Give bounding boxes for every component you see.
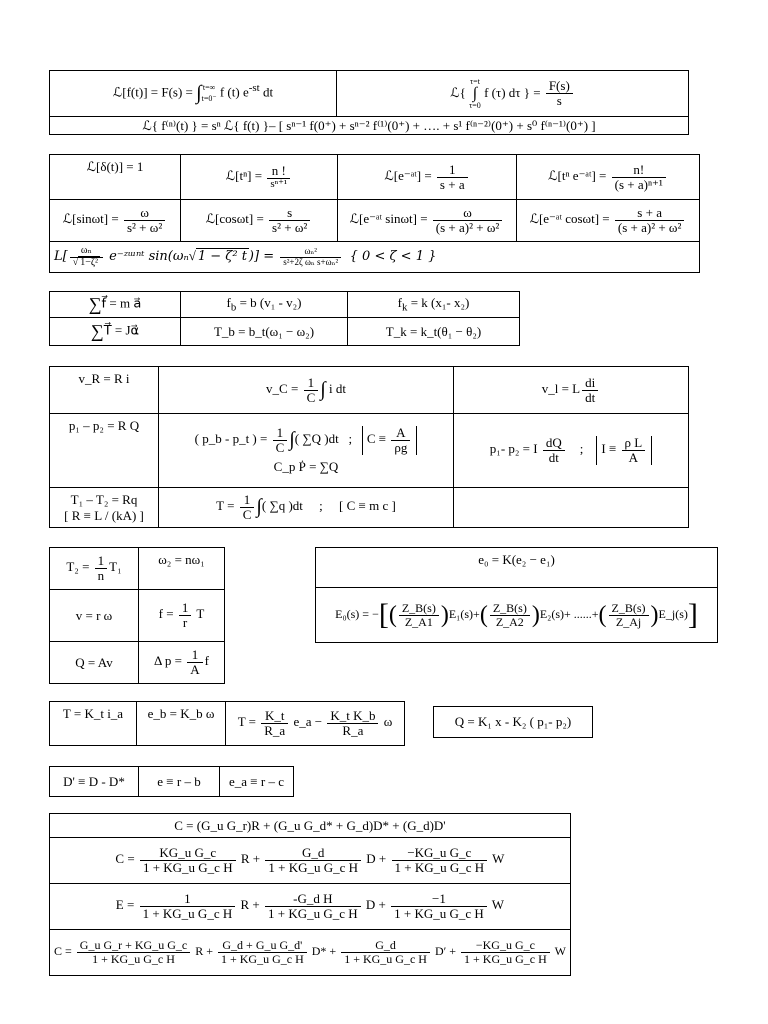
therm-cap-lhs: T = xyxy=(216,498,238,514)
cc-W: W xyxy=(551,944,566,959)
fluid-I-num: ρ L xyxy=(622,436,646,451)
c-den1: 1 + KG_u G_c H xyxy=(142,860,233,875)
vl-num: di xyxy=(582,376,598,391)
transform-pairs-table xyxy=(49,154,700,273)
vc-lhs: v_C = xyxy=(266,380,302,396)
damped-sqrt: 1−ζ² xyxy=(80,256,98,268)
ej: E_j(s) xyxy=(658,606,688,621)
expcos-lhs: ℒ[e⁻ᵃᵗ cosωt] = xyxy=(529,211,613,227)
expsin-num: ω xyxy=(433,206,503,221)
gear-torque xyxy=(50,548,139,590)
piston-p-den: A xyxy=(190,662,200,677)
system-error: e_a ≡ r – c xyxy=(220,767,294,797)
torque-text: T⃗ = Jα⃗ xyxy=(103,322,140,338)
integral-rule-lhs: ℒ{ xyxy=(450,84,470,100)
c-closed-loop xyxy=(50,838,571,884)
e-R: R + xyxy=(237,897,263,913)
piston-p-rhs: f xyxy=(204,653,209,669)
tn-lhs: ℒ[tⁿ] = xyxy=(225,167,266,183)
integral-rule-upper: τ=t xyxy=(469,76,480,86)
amp-dots: + ......+ xyxy=(564,606,599,621)
thermal-resistance xyxy=(50,488,159,528)
fb-rhs: = b (v₁ - v₂) xyxy=(236,295,302,311)
exp-cos-transform xyxy=(517,200,700,242)
cos-num: s xyxy=(269,206,310,221)
laplace-exponent: -st xyxy=(248,82,260,95)
exp-num: 1 xyxy=(437,163,468,178)
zb-2: Z_B(s) xyxy=(490,602,530,616)
zaj: Z_Aj xyxy=(615,614,642,629)
integral-lower: t=0⁻ xyxy=(201,93,217,103)
damper-force xyxy=(181,292,348,318)
integral-sign: ∫ xyxy=(196,82,202,104)
expsin-lhs: ℒ[e⁻ᵃᵗ sinωt] = xyxy=(349,211,431,227)
motor-kk-num: K_t K_b xyxy=(327,709,378,724)
vl-den: dt xyxy=(585,389,596,405)
e-num3: −1 xyxy=(391,892,487,907)
cc-Dp: D′ + xyxy=(431,944,460,959)
cc-den4: 1 + KG_u G_c H xyxy=(464,952,547,966)
actuating-error: e ≡ r – b xyxy=(139,767,220,797)
spring-force xyxy=(348,292,520,318)
e-D: D + xyxy=(362,897,390,913)
gear-rhs: T₁ xyxy=(109,559,122,575)
fluid-cap-sep: ; xyxy=(348,431,353,447)
c-lhs: C = xyxy=(115,851,138,867)
summing-amp: E₀(s) = −[( $\frac{Z\_B(s)}{Z\_A1}$ )E₁(s)+( $\frac{Z\_B(s)}{Z\_A2}$ )E₂(s)+ ......+( $\frac{Z\_B(s)}{Z\_Aj}$ )E_j(s)] xyxy=(316,588,718,643)
vc-C: C xyxy=(306,389,316,405)
empty-cell xyxy=(454,488,689,528)
sin-num: ω xyxy=(124,206,165,221)
exp-sin-transform xyxy=(338,200,517,242)
tn-num: n ! xyxy=(267,164,290,179)
sin-transform xyxy=(50,200,181,242)
laplace-table xyxy=(49,70,689,135)
opamp-gain: e₀ = K(e₂ − e₁) xyxy=(316,548,718,588)
e-lhs: E = xyxy=(115,897,138,913)
c-R: R + xyxy=(237,851,264,867)
e-num2: -G_d H xyxy=(265,892,361,907)
motor-table xyxy=(49,701,405,746)
integral-rule-den: s xyxy=(556,93,562,108)
therm-cap-sep: ; xyxy=(319,498,323,514)
damped-close: )] = xyxy=(248,248,279,264)
fluid-I-lhs: I ≡ xyxy=(601,441,620,457)
delta-transform: ℒ[δ(t)] = 1 xyxy=(50,155,181,200)
fluid-capacitance: ( p_b - p_t ) = $\frac{1}{C}$ ∫( ∑Q )dt ; C ≡ $\frac{A}{\rho g}$ C_p Ṗ = ∑Q xyxy=(159,414,454,488)
fluid-ind-lhs: p₁- p₂ = I xyxy=(489,441,541,457)
c-num3: −KG_u G_c xyxy=(392,846,488,861)
exp-lhs: ℒ[e⁻ᵃᵗ] = xyxy=(384,167,435,183)
lever-velocity: v = r ω xyxy=(50,590,139,642)
cc-num2: G_d + G_u G_d' xyxy=(218,939,307,953)
motor-k-num: K_t xyxy=(261,709,288,724)
c-W: W xyxy=(489,851,505,867)
lever-f-rhs: T xyxy=(193,606,205,622)
damped-L: L[ xyxy=(54,248,68,264)
c-den2: 1 + KG_u G_c H xyxy=(268,860,359,875)
fluid-ind-num: dQ xyxy=(543,436,565,451)
fluid-C-num: A xyxy=(391,426,410,441)
control-table xyxy=(49,813,571,976)
therm-res-eq: T₁ – T₂ = Rq xyxy=(70,491,138,507)
cc-den2: 1 + KG_u G_c H xyxy=(220,952,304,966)
therm-res-def: [ R ≡ L / (kA) ] xyxy=(64,507,144,523)
transformers-table xyxy=(49,547,225,684)
e-den2: 1 + KG_u G_c H xyxy=(268,906,358,921)
fluid-cap-eq: C_p Ṗ = ∑Q xyxy=(273,458,339,474)
c-den3: 1 + KG_u G_c H xyxy=(394,860,485,875)
fluid-ind-den: dt xyxy=(548,450,559,465)
thermal-capacitance: T = $\frac{1}{C}$ ∫( ∑q )dt ; [ C ≡ m c ] xyxy=(159,488,454,528)
resistor-eq: v_R = R i xyxy=(50,367,159,414)
tn-exp-transform xyxy=(517,155,700,200)
e1: E₁(s) xyxy=(448,606,474,621)
exp-den: s + a xyxy=(439,176,465,192)
integral-upper: t=∞ xyxy=(202,83,216,93)
lever-force xyxy=(139,590,225,642)
vl-lhs: v_l = L xyxy=(541,380,581,396)
newton-text: f⃗ = m a⃗ xyxy=(101,295,142,311)
errors-table xyxy=(49,766,294,797)
gear-den: n xyxy=(97,568,105,583)
gear-speed: ω₂ = nω₁ xyxy=(139,548,225,590)
rotational-spring: T_k = k_t(θ₁ − θ₂) xyxy=(348,318,520,346)
rotational-newton: ∑T⃗ = Jα⃗ xyxy=(50,318,181,346)
inductor-eq xyxy=(454,367,689,414)
e-closed-loop xyxy=(50,884,571,930)
cos-lhs: ℒ[cosωt] = xyxy=(205,211,268,227)
damped-exp: e⁻ᶻᵚⁿᵗ sin(ωₙ xyxy=(105,248,189,264)
cos-den: s² + ω² xyxy=(272,220,308,235)
motor-torque: T = K_t i_a xyxy=(50,702,137,746)
damped-sine-transform: L[ $\frac{\text{ωₙ}}{\text{√ 1−ζ²}}$ e⁻ᶻᵚⁿᵗ sin(ωₙ√ 1 − ζ² t )] = $\frac{\text{ωₙ²}}{\text{s²+2ζ ωₙ s+ωₙ²}}$ { 0 < ζ < 1 } xyxy=(50,242,700,273)
c-num2: G_d xyxy=(265,846,361,861)
e2: E₂(s) xyxy=(539,606,564,621)
fluid-C-lhs: C ≡ xyxy=(366,431,390,447)
fluid-cap-rhs: ( ∑Q )dt xyxy=(294,431,339,447)
laplace-dt: dt xyxy=(259,84,274,100)
mechanical-table xyxy=(49,291,520,346)
piston-p-num: 1 xyxy=(187,648,202,663)
damped-condition: { 0 < ζ < 1 } xyxy=(349,248,437,264)
piston-pressure xyxy=(139,642,225,684)
tn-transform xyxy=(181,155,338,200)
cos-transform xyxy=(181,200,338,242)
fb-sub: b xyxy=(230,301,237,314)
lever-f-den: r xyxy=(182,615,188,630)
fk-rhs: = k (x₁- x₂) xyxy=(407,295,470,311)
motor-back-emf: e_b = K_b ω xyxy=(137,702,226,746)
e-den3: 1 + KG_u G_c H xyxy=(394,906,484,921)
newton-law: ∑f⃗ = m a⃗ xyxy=(50,292,181,318)
cc-D: D* + xyxy=(308,944,340,959)
cc-num4: −KG_u G_c xyxy=(461,939,550,953)
fluid-I-den: A xyxy=(628,450,639,465)
gear-num: 1 xyxy=(95,554,108,569)
Eo-lhs: E₀(s) = − xyxy=(335,606,379,621)
cc-num1: G_u G_r + KG_u G_c xyxy=(77,939,190,953)
physical-elements-table xyxy=(49,366,689,528)
vc-one: 1 xyxy=(304,376,319,391)
motor-combined xyxy=(226,702,405,746)
cc-lhs: C = xyxy=(54,944,75,959)
tnexp-num: n! xyxy=(612,163,666,178)
zb-j: Z_B(s) xyxy=(609,602,649,616)
therm-cap-C: [ C ≡ m c ] xyxy=(339,498,396,514)
piston-p-lhs: Δ p = xyxy=(154,653,186,669)
vc-rhs: i dt xyxy=(325,380,346,396)
c-D: D + xyxy=(363,851,390,867)
fluid-inertance xyxy=(454,414,689,488)
cc-den1: 1 + KG_u G_c H xyxy=(92,952,175,966)
zb-1: Z_B(s) xyxy=(399,602,439,616)
motor-k-den: R_a xyxy=(264,723,286,738)
sin-lhs: ℒ[sinωt] = xyxy=(62,211,122,227)
motor-combined-lhs: T = xyxy=(237,714,260,730)
c-general: C = (G_u G_r)R + (G_u G_d* + G_d)D* + (G_d)D' xyxy=(50,814,571,838)
integral-rule-lower: τ=0 xyxy=(469,100,481,110)
tnexp-lhs: ℒ[tⁿ e⁻ᵃᵗ] = xyxy=(548,167,610,183)
gear-lhs: T₂ = xyxy=(66,559,93,575)
laplace-def-lhs: ℒ[f(t)] = F(s) = xyxy=(112,84,197,100)
damped-rnum: ωₙ² xyxy=(280,247,341,257)
cc-den3: 1 + KG_u G_c H xyxy=(344,952,427,966)
exp-transform xyxy=(338,155,517,200)
therm-cap-rhs: ( ∑q )dt xyxy=(261,498,303,514)
opamp-table xyxy=(315,547,718,643)
integral-rule-integrand: f (τ) dτ } = xyxy=(480,84,544,100)
damped-rden: s²+2ζ ωₙ s+ωₙ² xyxy=(283,256,339,267)
fluid-cap-lhs: ( p_b - p_t ) = xyxy=(194,431,271,447)
c-full xyxy=(50,930,571,976)
damped-frac-num: ωₙ xyxy=(70,246,103,258)
rotational-damper: T_b = b_t(ω₁ − ω₂) xyxy=(181,318,348,346)
motor-ea: e_a − xyxy=(290,714,326,730)
motor-kk-den: R_a xyxy=(342,723,364,738)
expsin-den: (s + a)² + ω² xyxy=(435,220,500,235)
motor-w: ω xyxy=(383,714,393,730)
laplace-integral-rule: ℒ{ τ=t ∫ τ=0 f (τ) dτ } = $\frac{F(s)}{s}$ xyxy=(337,71,689,117)
fk-sub: k xyxy=(402,301,408,314)
lever-f-lhs: f = xyxy=(158,606,177,622)
e-num1: 1 xyxy=(140,892,236,907)
capacitor-eq: v_C = $\frac{1}{C}$ ∫ i dt xyxy=(159,367,454,414)
sin-den: s² + ω² xyxy=(126,220,163,235)
piston-flow: Q = Av xyxy=(50,642,139,684)
laplace-derivative-rule: ℒ{ f⁽ⁿ⁾(t) } = sⁿ ℒ{ f(t) }– [ sⁿ⁻¹ f(0⁺) + sⁿ⁻² f⁽¹⁾(0⁺) + …. + s¹ f⁽ⁿ⁻²⁾(0⁺) + s⁰ f⁽ⁿ⁻¹⁾(0⁺) ] xyxy=(50,117,689,135)
fluid-ind-sep: ; xyxy=(579,441,584,457)
expcos-den: (s + a)² + ω² xyxy=(617,220,682,235)
laplace-definition xyxy=(50,71,337,117)
disturbance-error: D' ≡ D - D* xyxy=(50,767,139,797)
c-num1: KG_u G_c xyxy=(140,846,236,861)
fb-f: f xyxy=(226,295,231,311)
lever-f-num: 1 xyxy=(179,601,192,616)
damped-sqrt2: 1 − ζ² t xyxy=(197,248,247,264)
cc-R: R + xyxy=(192,944,216,959)
laplace-integrand: f (t) e xyxy=(219,84,249,100)
za2: Z_A2 xyxy=(495,614,524,629)
e-W: W xyxy=(488,897,505,913)
fluid-C-den: ρg xyxy=(394,440,408,455)
tn-den: sⁿ⁺¹ xyxy=(270,177,288,190)
tnexp-den: (s + a)ⁿ⁺¹ xyxy=(614,176,663,192)
e-den1: 1 + KG_u G_c H xyxy=(142,906,233,921)
valve-eq: Q = K₁ x - K₂ ( p₁- p₂) xyxy=(433,706,593,738)
fluid-resistance: p₁ – p₂ = R Q xyxy=(50,414,159,488)
integral-rule-num: F(s) xyxy=(546,79,573,94)
expcos-num: s + a xyxy=(615,206,685,221)
za1: Z_A1 xyxy=(404,614,433,629)
fk-f: f xyxy=(397,295,403,311)
cc-num3: G_d xyxy=(341,939,430,953)
